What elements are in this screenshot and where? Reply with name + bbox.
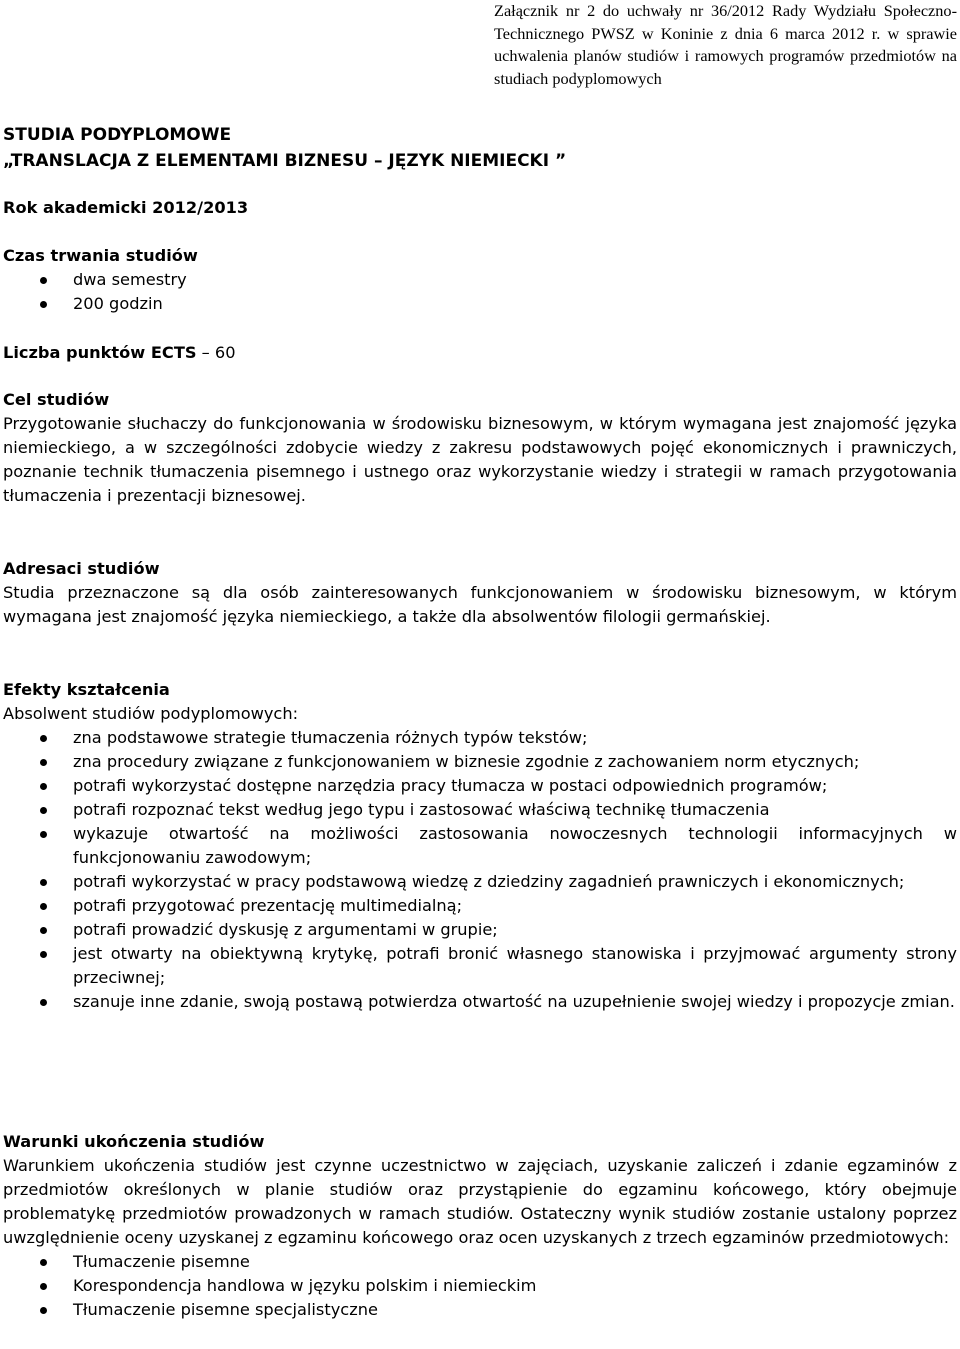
list-item: potrafi wykorzystać w pracy podstawową wiedzę z dziedziny zagadnień prawniczych i ekonomicznych; bbox=[3, 870, 957, 894]
list-item: potrafi przygotować prezentację multimedialną; bbox=[3, 894, 957, 918]
completion-heading: Warunki ukończenia studiów bbox=[3, 1132, 265, 1151]
academic-year: Rok akademicki 2012/2013 bbox=[3, 198, 249, 217]
goal-section bbox=[3, 388, 957, 508]
list-item: szanuje inne zdanie, swoją postawą potwierdza otwartość na uzupełnienie swojej wiedzy i propozycje zmian. bbox=[3, 990, 957, 1014]
list-item: wykazuje otwartość na możliwości zastosowania nowoczesnych technologii informacyjnych w funkcjonowaniu zawodowym; bbox=[3, 822, 957, 870]
list-item: zna podstawowe strategie tłumaczenia różnych typów tekstów; bbox=[3, 726, 957, 750]
completion-text: Warunkiem ukończenia studiów jest czynne uczestnictwo w zajęciach, uzyskanie zaliczeń i zdanie egzaminów z przedmiotów określonych w planie studiów oraz przystąpienie do egzaminu końcowego, który obejmuje problematykę przedmiotów prowadzonych w ramach studiów. Ostateczny wynik studiów zostanie ustalony poprzez uwzględnienie oceny uzyskanej z egzaminu końcowego oraz ocen uzyskanych z trzech egzaminów przedmiotowych: bbox=[3, 1156, 957, 1247]
audience-heading: Adresaci studiów bbox=[3, 559, 160, 578]
annex-note: Załącznik nr 2 do uchwały nr 36/2012 Rady Wydziału Społeczno-Technicznego PWSZ w Koninie z dnia 6 marca 2012 r. w sprawie uchwalenia planów studiów i ramowych programów przedmiotów na studiach podyplomowych bbox=[494, 1, 957, 88]
ects-heading: Liczba punktów ECTS bbox=[3, 343, 197, 362]
completion-section bbox=[3, 1130, 957, 1322]
list-item: Tłumaczenie pisemne specjalistyczne bbox=[3, 1298, 957, 1322]
list-item: 200 godzin bbox=[3, 292, 957, 316]
list-item: jest otwarty na obiektywną krytykę, potrafi bronić własnego stanowiska i przyjmować argumenty strony przeciwnej; bbox=[3, 942, 957, 990]
list-item: Korespondencja handlowa w języku polskim i niemieckim bbox=[3, 1274, 957, 1298]
outcomes-heading: Efekty kształcenia bbox=[3, 680, 170, 699]
title-line-1: STUDIA PODYPLOMOWE bbox=[3, 125, 232, 145]
outcomes-intro: Absolwent studiów podyplomowych: bbox=[3, 704, 299, 723]
list-item: potrafi wykorzystać dostępne narzędzia pracy tłumacza w postaci odpowiednich programów; bbox=[3, 774, 957, 798]
outcomes-section bbox=[3, 678, 957, 1014]
duration-section bbox=[3, 244, 957, 316]
audience-text: Studia przeznaczone są dla osób zainteresowanych funkcjonowaniem w środowisku biznesowym, w którym wymagana jest znajomość języka niemieckiego, a także dla absolwentów filologii germańskiej. bbox=[3, 583, 957, 626]
goal-heading: Cel studiów bbox=[3, 390, 110, 409]
completion-list bbox=[3, 1250, 957, 1322]
ects-section bbox=[3, 341, 957, 365]
document-title bbox=[3, 122, 957, 174]
title-line-2: „TRANSLACJA Z ELEMENTAMI BIZNESU – JĘZYK NIEMIECKI ” bbox=[3, 151, 567, 171]
goal-text: Przygotowanie słuchaczy do funkcjonowania w środowisku biznesowym, w którym wymagana jest znajomość języka niemieckiego, a w szczególności zdobycie wiedzy z zakresu podstawowych pojęć ekonomicznych i prawniczych, poznanie technik tłumaczenia pisemnego i ustnego oraz wykorzystanie wiedzy i strategii w ramach przygotowania tłumaczenia i prezentacji biznesowej. bbox=[3, 414, 957, 505]
list-item: Tłumaczenie pisemne bbox=[3, 1250, 957, 1274]
list-item: zna procedury związane z funkcjonowaniem w biznesie zgodnie z zachowaniem norm etycznych; bbox=[3, 750, 957, 774]
ects-value: – 60 bbox=[201, 343, 236, 362]
list-item: potrafi prowadzić dyskusję z argumentami w grupie; bbox=[3, 918, 957, 942]
outcomes-list bbox=[3, 726, 957, 1014]
duration-list bbox=[3, 268, 957, 316]
list-item: potrafi rozpoznać tekst według jego typu i zastosować właściwą technikę tłumaczenia bbox=[3, 798, 957, 822]
audience-section bbox=[3, 557, 957, 629]
list-item: dwa semestry bbox=[3, 268, 957, 292]
duration-heading: Czas trwania studiów bbox=[3, 246, 198, 265]
